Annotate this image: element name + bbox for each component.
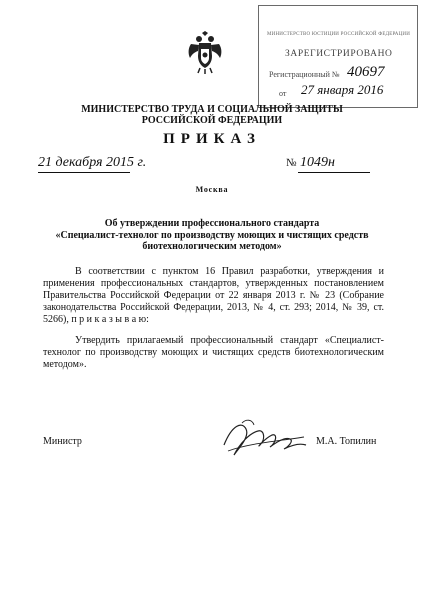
registration-stamp [258,5,418,108]
coat-of-arms-icon [187,30,223,74]
document-type-title: ПРИКАЗ [163,131,261,147]
ministry-line-1: МИНИСТЕРСТВО ТРУДА И СОЦИАЛЬНОЙ ЗАЩИТЫ [81,104,343,115]
paragraph-1-text: В соответствии с пунктом 16 Правил разработки, утверждения и применения профессиональных стандартов, утвержденных постановлением Правительства Российской Федерации от 22 января 2013 г. № 23 (Собрание законодательства Российской Федерации, 2013, № 4, ст. 293; 2014, № 39, ст. 5266), п р и к а з ы в а ю: [43,266,384,325]
ministry-heading [0,104,424,126]
paragraph-2-text: Утвердить прилагаемый профессиональный стандарт «Специалист-технолог по производству моющих и чистящих средств биотехнологическим методом». [43,335,384,370]
body-paragraph-2 [43,335,384,371]
date-underline [38,172,130,173]
stamp-registered-label: ЗАРЕГИСТРИРОВАНО [285,49,393,59]
signatory-position: Министр [43,436,82,447]
signatory-name: М.А. Топилин [316,436,377,447]
signature-icon [220,415,310,465]
title-line-3: биотехнологическим методом» [142,241,282,252]
number-label: № [286,157,297,169]
order-title [0,218,424,253]
stamp-date-value: 27 января 2016 [301,82,384,97]
ministry-line-2: РОССИЙСКОЙ ФЕДЕРАЦИИ [141,115,283,126]
order-date: 21 декабря 2015 г. [38,155,147,170]
city-label: Москва [195,185,229,194]
title-line-2: «Специалист-технолог по производству моющих и чистящих средств [55,229,369,241]
stamp-ministry-line: МИНИСТЕРСТВО ЮСТИЦИИ РОССИЙСКОЙ ФЕДЕРАЦИИ [267,32,411,37]
number-underline [298,172,370,173]
stamp-reg-label: Регистрационный № [269,70,340,79]
stamp-date-label: от [279,89,287,98]
body-paragraph-1 [43,266,384,326]
order-number: 1049н [300,155,335,170]
stamp-reg-number: 40697 [347,64,385,80]
title-line-1: Об утверждении профессионального стандарта [104,218,320,229]
